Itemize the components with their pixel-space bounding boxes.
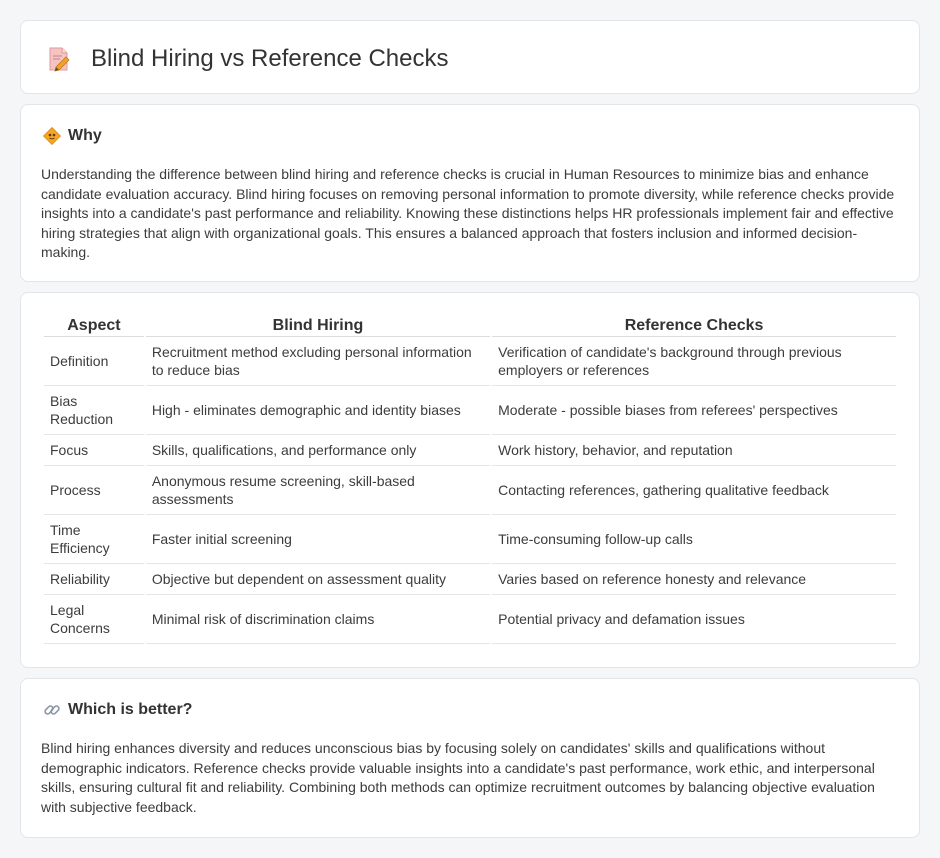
cell-aspect: Definition [44, 337, 144, 386]
cell-reference-checks: Varies based on reference honesty and relevance [492, 564, 896, 595]
comparison-section [20, 292, 920, 668]
cell-aspect: Focus [44, 435, 144, 466]
table-row [44, 564, 896, 595]
title-card [20, 20, 920, 94]
table-header-row [44, 315, 896, 337]
cell-aspect: Reliability [44, 564, 144, 595]
why-text: Understanding the difference between blind hiring and reference checks is crucial in Human Resources to minimize bias and enhance candidate evaluation accuracy. Blind hiring focuses on removing personal information to promote diversity, while reference checks provide insights into a candidate's past performance and reliability. Knowing these distinctions helps HR professionals implement fair and effective hiring strategies that align with organizational goals. This ensures a balanced approach that fosters inclusion and informed decision-making. [41, 166, 895, 260]
cell-reference-checks: Moderate - possible biases from referees' perspectives [492, 386, 896, 435]
header-reference-checks: Reference Checks [492, 315, 896, 337]
which-better-section [20, 678, 920, 838]
why-section [20, 104, 920, 282]
better-heading-row [43, 701, 192, 719]
cell-reference-checks: Time-consuming follow-up calls [492, 515, 896, 564]
table-row [44, 466, 896, 515]
table-row [44, 515, 896, 564]
title-row [47, 45, 448, 73]
table-row [44, 435, 896, 466]
cell-aspect: Bias Reduction [44, 386, 144, 435]
cell-reference-checks: Verification of candidate's background through previous employers or references [492, 337, 896, 386]
cell-aspect: Time Efficiency [44, 515, 144, 564]
why-heading: Why [68, 127, 102, 144]
cell-blind-hiring: Anonymous resume screening, skill-based assessments [146, 466, 490, 515]
cell-reference-checks: Potential privacy and defamation issues [492, 595, 896, 644]
header-blind-hiring: Blind Hiring [146, 315, 490, 337]
cell-blind-hiring: Faster initial screening [146, 515, 490, 564]
cell-aspect: Legal Concerns [44, 595, 144, 644]
cell-aspect: Process [44, 466, 144, 515]
document-pencil-icon [47, 46, 71, 72]
why-heading-row [43, 127, 102, 145]
cell-blind-hiring: Objective but dependent on assessment quality [146, 564, 490, 595]
cell-blind-hiring: Recruitment method excluding personal information to reduce bias [146, 337, 490, 386]
link-icon [43, 701, 61, 719]
cell-blind-hiring: High - eliminates demographic and identity biases [146, 386, 490, 435]
better-text: Blind hiring enhances diversity and reduces unconscious bias by focusing solely on candidates' skills and qualifications without demographic indicators. Reference checks provide valuable insights into a candidate's past performance, work ethic, and interpersonal skills, ensuring cultural fit and reliability. Combining both methods can optimize recruitment outcomes by balancing objective evaluation with subjective feedback. [41, 740, 875, 815]
table-row [44, 337, 896, 386]
cell-blind-hiring: Minimal risk of discrimination claims [146, 595, 490, 644]
cell-blind-hiring: Skills, qualifications, and performance only [146, 435, 490, 466]
table-row [44, 386, 896, 435]
better-heading: Which is better? [68, 701, 193, 718]
page-title: Blind Hiring vs Reference Checks [91, 45, 449, 72]
header-aspect: Aspect [44, 315, 144, 337]
cell-reference-checks: Work history, behavior, and reputation [492, 435, 896, 466]
comparison-table [42, 315, 898, 644]
diamond-sign-icon [43, 127, 61, 145]
table-row [44, 595, 896, 644]
cell-reference-checks: Contacting references, gathering qualitative feedback [492, 466, 896, 515]
